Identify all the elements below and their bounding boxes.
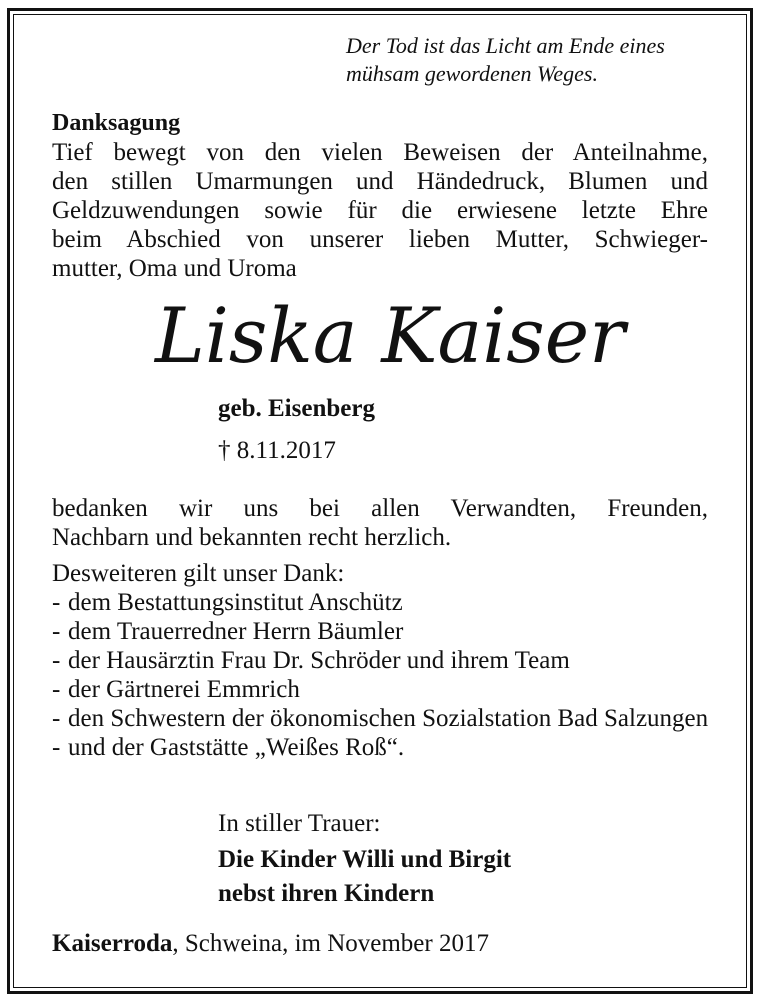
list-dash: - xyxy=(52,676,61,703)
list-dash: - xyxy=(52,705,61,732)
deceased-name: Liska Kaiser xyxy=(153,291,630,380)
thanks-item-text: der Hausärztin Frau Dr. Schröder und ihrem Team xyxy=(68,647,570,674)
thanks-item xyxy=(52,588,712,617)
place-date: , Schweina, im November 2017 xyxy=(172,930,489,957)
deceased-name-script xyxy=(150,290,630,382)
motto-line-1: Der Tod ist das Licht am Ende eines xyxy=(346,33,665,58)
thanks-intro: Desweiteren gilt unser Dank: xyxy=(52,560,345,587)
gratitude-line-2: Nachbarn und bekannten recht herzlich. xyxy=(52,524,452,551)
list-dash: - xyxy=(52,589,61,616)
thanks-item-text: dem Bestattungsinstitut Anschütz xyxy=(68,589,403,616)
place-date-line xyxy=(52,929,489,959)
intro-line-4: beim Abschied von unserer lieben Mutter, Schwieger- xyxy=(52,226,708,253)
thanks-item xyxy=(52,617,712,646)
maiden-name: geb. Eisenberg xyxy=(218,395,375,422)
thanks-item xyxy=(52,704,712,733)
intro-line-3: Geldzuwendungen sowie für die erwiesene letzte Ehre xyxy=(52,197,708,224)
thanks-item-text: der Gärtnerei Emmrich xyxy=(68,676,300,703)
thanks-item xyxy=(52,733,712,762)
thanks-item xyxy=(52,646,712,675)
death-date: † 8.11.2017 xyxy=(218,437,336,464)
thanks-list xyxy=(52,588,712,762)
thanks-item-text: dem Trauerredner Herrn Bäumler xyxy=(68,618,404,645)
mourning-intro: In stiller Trauer: xyxy=(218,810,381,837)
thanks-item-text: und der Gaststätte „Weißes Roß“. xyxy=(68,734,405,761)
intro-line-2: den stillen Umarmungen und Händedruck, Blumen und xyxy=(52,168,708,195)
intro-paragraph xyxy=(52,138,708,283)
list-dash: - xyxy=(52,734,61,761)
intro-line-5: mutter, Oma und Uroma xyxy=(52,255,297,282)
heading-danksagung: Danksagung xyxy=(52,110,181,136)
thanks-item xyxy=(52,675,712,704)
mourners-line-1: Die Kinder Willi und Birgit xyxy=(218,846,512,873)
list-dash: - xyxy=(52,647,61,674)
gratitude-line-1: bedanken wir uns bei allen Verwandten, Freunden, xyxy=(52,495,708,522)
list-dash: - xyxy=(52,618,61,645)
gratitude-paragraph xyxy=(52,494,708,552)
motto-quote xyxy=(346,32,716,88)
place-name: Kaiserroda xyxy=(52,930,173,957)
motto-line-2: mühsam gewordenen Weges. xyxy=(346,61,598,86)
mourners-line-2: nebst ihren Kindern xyxy=(218,880,435,907)
thanks-item-text: den Schwestern der ökonomischen Sozialstation Bad Salzungen xyxy=(68,705,709,732)
intro-line-1: Tief bewegt von den vielen Beweisen der Anteilnahme, xyxy=(52,139,708,166)
